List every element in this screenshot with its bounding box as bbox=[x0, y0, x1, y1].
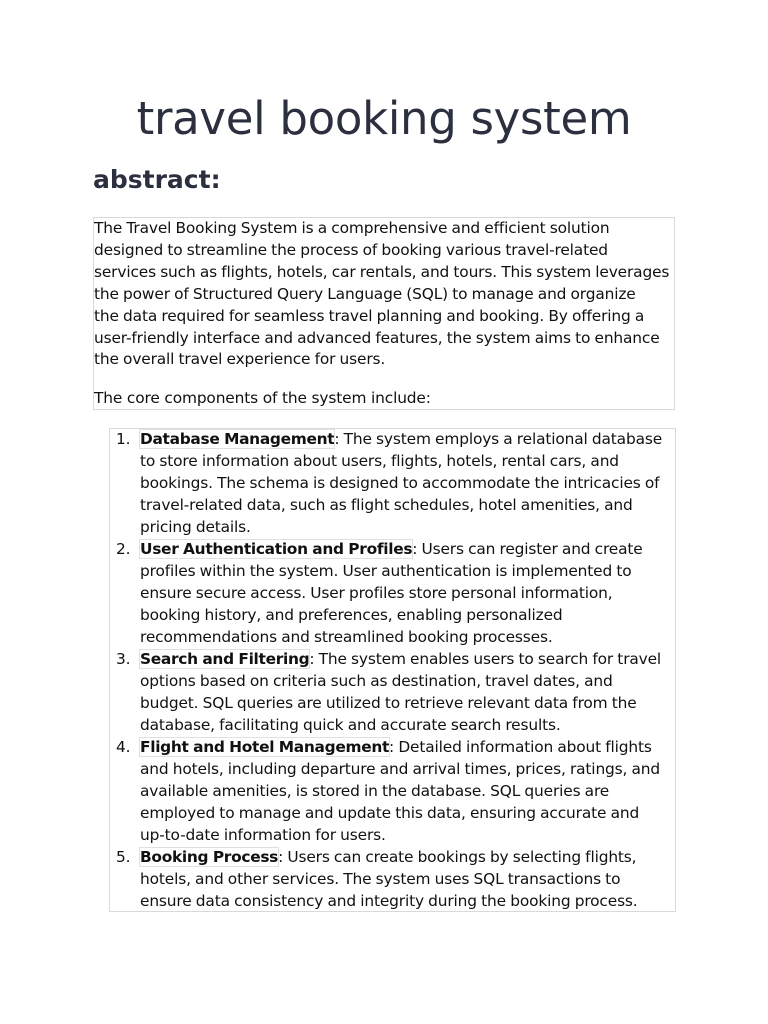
abstract-line: designed to streamline the process of booking various travel-related bbox=[94, 240, 608, 259]
list-item-text: : The system employs a relational database bbox=[334, 430, 663, 448]
list-item-first-line bbox=[140, 539, 676, 561]
list-item-body bbox=[140, 737, 676, 847]
abstract-line: user-friendly interface and advanced features, the system aims to enhance bbox=[94, 328, 660, 347]
list-item-line: booking history, and preferences, enabling personalized bbox=[140, 605, 563, 624]
core-components-list bbox=[109, 428, 676, 912]
list-item-number: 4. bbox=[116, 738, 131, 756]
abstract-heading: abstract: bbox=[93, 165, 221, 194]
list-item-text: : Detailed information about flights bbox=[389, 738, 652, 756]
core-components-intro: The core components of the system include: bbox=[94, 389, 431, 407]
list-item-line: budget. SQL queries are utilized to retrieve relevant data from the bbox=[140, 693, 637, 712]
list-item-first-line bbox=[140, 649, 676, 671]
list-item-line: options based on criteria such as destination, travel dates, and bbox=[140, 671, 613, 690]
list-item-text: : The system enables users to search for travel bbox=[309, 650, 662, 668]
list-item-line: pricing details. bbox=[140, 517, 251, 536]
list-item-text: : Users can register and create bbox=[412, 540, 643, 558]
abstract-block bbox=[93, 217, 675, 410]
list-item-line: hotels, and other services. The system uses SQL transactions to bbox=[140, 869, 621, 888]
list-item-first-line bbox=[140, 847, 676, 869]
list-item-line: profiles within the system. User authentication is implemented to bbox=[140, 561, 632, 580]
list-item-line: to store information about users, flights, hotels, rental cars, and bbox=[140, 451, 619, 470]
component-name: Flight and Hotel Management bbox=[140, 738, 390, 756]
list-item-line: recommendations and streamlined booking processes. bbox=[140, 627, 553, 646]
list-item-body bbox=[140, 429, 676, 539]
list-item-line: up-to-date information for users. bbox=[140, 825, 386, 844]
component-name: Search and Filtering bbox=[140, 650, 310, 668]
list-item-line: bookings. The schema is designed to accommodate the intricacies of bbox=[140, 473, 660, 492]
abstract-paragraph bbox=[94, 218, 676, 371]
list-item-body bbox=[140, 539, 676, 649]
component-name: User Authentication and Profiles bbox=[140, 540, 413, 558]
document-title: travel booking system bbox=[136, 92, 632, 145]
list-item-line: ensure data consistency and integrity during the booking process. bbox=[140, 891, 638, 910]
list-item-line: ensure secure access. User profiles store personal information, bbox=[140, 583, 613, 602]
list-item-number: 3. bbox=[116, 650, 131, 668]
list-item-line: travel-related data, such as flight schedules, hotel amenities, and bbox=[140, 495, 633, 514]
list-item-number: 2. bbox=[116, 540, 131, 558]
component-name: Database Management bbox=[140, 430, 335, 448]
abstract-line: the overall travel experience for users. bbox=[94, 350, 386, 369]
list-item-body bbox=[140, 847, 676, 913]
list-item-line: employed to manage and update this data, ensuring accurate and bbox=[140, 803, 640, 822]
abstract-line: the data required for seamless travel planning and booking. By offering a bbox=[94, 306, 645, 325]
list-item-body bbox=[140, 649, 676, 737]
list-item-text: : Users can create bookings by selecting flights, bbox=[278, 848, 637, 866]
abstract-line: The Travel Booking System is a comprehensive and efficient solution bbox=[94, 219, 610, 237]
list-item-number: 5. bbox=[116, 848, 131, 866]
abstract-line: the power of Structured Query Language (SQL) to manage and organize bbox=[94, 284, 636, 303]
component-name: Booking Process bbox=[140, 848, 279, 866]
list-item-first-line bbox=[140, 429, 676, 451]
abstract-line: services such as flights, hotels, car rentals, and tours. This system leverages bbox=[94, 262, 670, 281]
list-item-number: 1. bbox=[116, 430, 131, 448]
list-item-first-line bbox=[140, 737, 676, 759]
list-item-line: database, facilitating quick and accurate search results. bbox=[140, 715, 561, 734]
list-item-line: available amenities, is stored in the database. SQL queries are bbox=[140, 781, 610, 800]
list-item-line: and hotels, including departure and arrival times, prices, ratings, and bbox=[140, 759, 661, 778]
